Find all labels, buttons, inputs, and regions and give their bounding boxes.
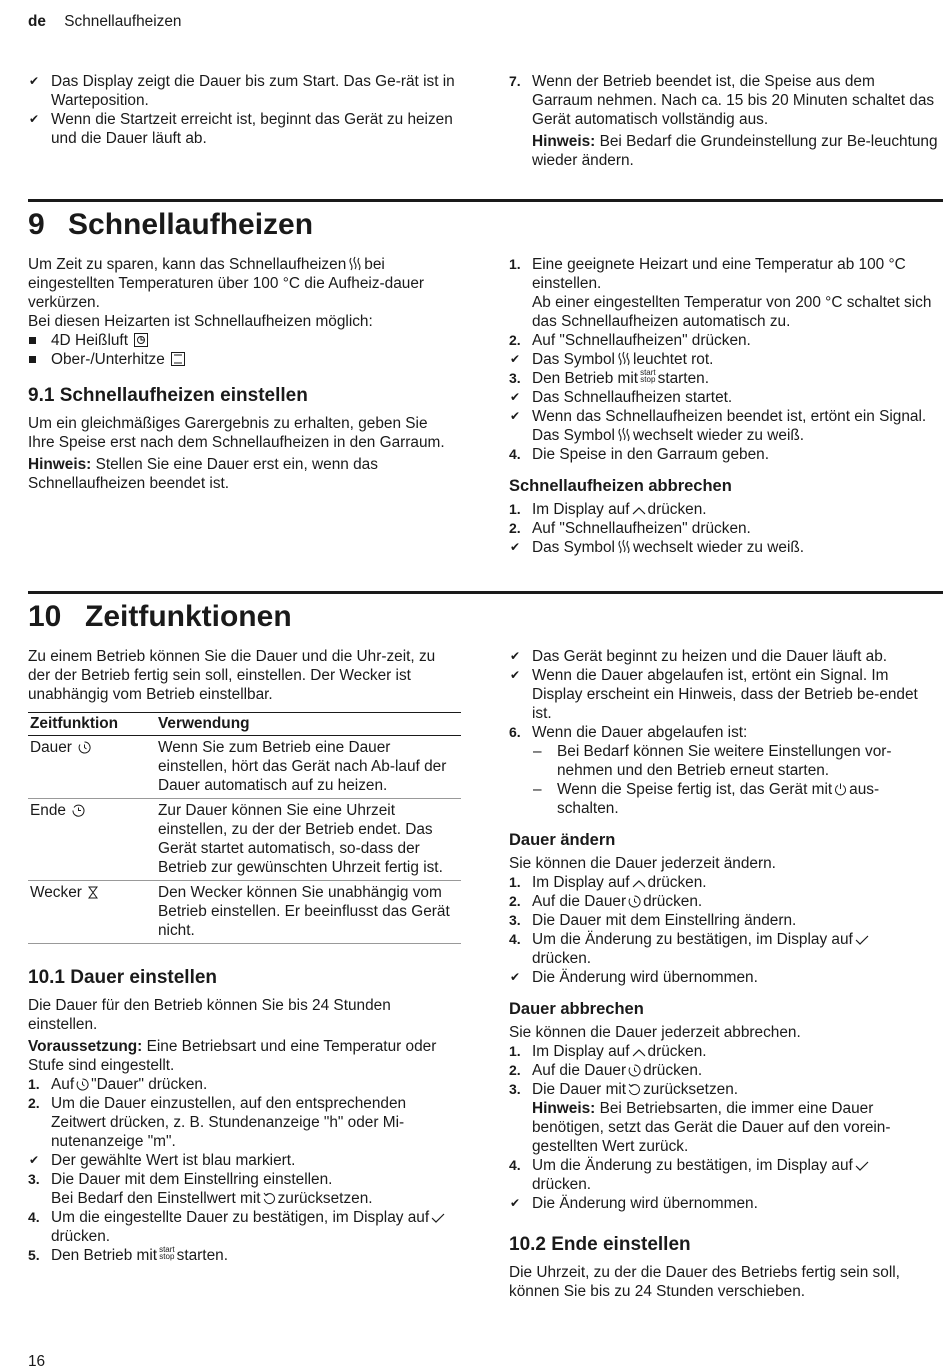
duration-icon: [78, 741, 91, 754]
change-duration-heading: Dauer ändern: [509, 831, 616, 849]
reset-icon: [263, 1192, 276, 1205]
possible-text: Bei diesen Heizarten ist Schnellaufheizen möglich:: [28, 313, 373, 330]
dash-item: – Wenn die Speise fertig ist, das Gerät mit aus-schalten.: [509, 780, 939, 818]
section-divider: [28, 199, 943, 202]
abort-heading: Schnellaufheizen abbrechen: [509, 477, 732, 495]
checkmark-icon: [855, 1161, 869, 1172]
step-number: 7.: [509, 73, 521, 89]
table-row: [28, 799, 461, 881]
result-item: ✔ Die Änderung wird übernommen.: [509, 968, 939, 987]
list-item: ✔ Wenn die Startzeit erreicht ist, beginnt das Gerät zu heizen und die Dauer läuft ab.: [28, 110, 458, 148]
step: 3. Die Dauer mit dem Einstellring ändern.: [509, 912, 797, 929]
subsection-text: Um ein gleichmäßiges Garergebnis zu erhalten, geben Sie Ihre Speise erst nach dem Schnellaufheizen in den Garraum.: [28, 415, 445, 451]
section-title: Schnellaufheizen: [68, 208, 314, 241]
checkmark-icon: [431, 1213, 445, 1224]
table-cell: Wenn Sie zum Betrieb eine Dauer einstellen, hört das Gerät nach Ab-lauf der Dauer automatisch auf zu heizen.: [158, 736, 461, 799]
step-text: Wenn der Betrieb beendet ist, die Speise aus dem Garraum nehmen. Nach ca. 15 bis 20 Minuten schaltet das Gerät automatisch vollständig aus.: [532, 73, 935, 128]
start-stop-icon: start stop: [640, 368, 656, 384]
step: 4. Die Speise in den Garraum geben.: [509, 446, 769, 463]
subsection-10-1-heading: 10.1 Dauer einstellen: [28, 967, 218, 988]
section-9-heading: [28, 207, 313, 243]
step: 5. Den Betrieb mit start stop starten.: [28, 1245, 228, 1264]
step: 6. Wenn die Dauer abgelaufen ist:: [509, 724, 748, 741]
note-text: Bei Bedarf die Grundeinstellung zur Be-leuchtung wieder ändern.: [532, 133, 938, 169]
requirement: Voraussetzung: Eine Betriebsart und eine Temperatur oder Stufe sind eingestellt.: [28, 1038, 437, 1074]
note: Hinweis: Stellen Sie eine Dauer erst ein, wenn das Schnellaufheizen beendet ist.: [28, 456, 378, 492]
result-item: ✔ Das Symbol leuchtet rot.: [509, 350, 939, 369]
section-title: Zeitfunktionen: [85, 600, 292, 633]
section-number: 10: [28, 600, 62, 633]
section-9-right: [509, 255, 939, 557]
header-title: Schnellaufheizen: [64, 13, 182, 30]
chevron-up-icon: [632, 506, 646, 516]
table-cell: Zur Dauer können Sie eine Uhrzeit einstellen, zu der der Betrieb endet. Das Gerät startet automatisch, so-dass der Betrieb zur gewünschten Uhrzeit fertig ist.: [158, 799, 461, 881]
step: 1. Im Display auf drücken.: [509, 501, 707, 518]
power-icon: [834, 783, 847, 796]
note-label: Hinweis:: [532, 133, 596, 150]
section-10-left: [28, 647, 461, 1265]
rapid-heat-icon: [348, 256, 362, 271]
list-item: ✔ Das Display zeigt die Dauer bis zum Start. Das Ge-rät ist in Warteposition.: [28, 72, 458, 110]
duration-icon: [76, 1078, 89, 1091]
step: 2. Auf "Schnellaufheizen" drücken.: [509, 332, 751, 349]
table-cell: Wecker: [28, 881, 158, 944]
result-item: ✔ Der gewählte Wert ist blau markiert.: [28, 1151, 461, 1170]
step: 4. Um die eingestellte Dauer zu bestätigen, im Display aufdrücken.: [28, 1208, 461, 1246]
result-item: ✔ Die Änderung wird übernommen.: [509, 1194, 939, 1213]
table-cell: Dauer: [28, 736, 158, 799]
cancel-duration-heading: Dauer abbrechen: [509, 1000, 644, 1018]
section-9-left: [28, 255, 458, 493]
step: 2. Um die Dauer einzustellen, auf den entsprechenden Zeitwert drücken, z. B. Stundenanzeige "h" oder Mi-nutenanzeige "m".: [28, 1095, 407, 1150]
header-lang: de: [28, 13, 46, 30]
end-time-icon: [72, 804, 85, 817]
table-header: Zeitfunktion: [28, 713, 158, 736]
top-left-continuation: [28, 72, 458, 148]
intro-text: Um Zeit zu sparen, kann das Schnellaufheizen bei eingestellten Temperaturen über 100 °C die Aufheiz-dauer verkürzen.: [28, 256, 425, 311]
step-7: [509, 72, 939, 129]
time-functions-table: [28, 712, 461, 944]
result-item: ✔ Wenn das Schnellaufheizen beendet ist, ertönt ein Signal. Das Symbol wechselt wieder zu weiß.: [509, 407, 939, 445]
note: Hinweis: Bei Betriebsarten, die immer eine Dauer benötigen, setzt das Gerät die Dauer auf den vorein-gestellten Wert zurück.: [532, 1100, 891, 1155]
step: 4. Um die Änderung zu bestätigen, im Display auf drücken.: [509, 930, 939, 968]
table-header-row: [28, 713, 461, 736]
result-item: ✔ Das Schnellaufheizen startet.: [509, 388, 939, 407]
duration-icon: [628, 1064, 641, 1077]
chevron-up-icon: [632, 1048, 646, 1058]
rapid-heat-icon: [617, 351, 631, 366]
section-10-right: [509, 647, 939, 1301]
step: 1. Im Display auf drücken.: [509, 1043, 707, 1060]
step: 3. Den Betrieb mit start stop starten.: [509, 368, 709, 387]
step: 3. Die Dauer mit zurücksetzen.: [509, 1081, 739, 1098]
step: 1. Im Display auf drücken.: [509, 874, 707, 891]
step: 4. Um die Änderung zu bestätigen, im Display auf drücken.: [509, 1156, 939, 1194]
table-row: [28, 881, 461, 944]
section-number: 9: [28, 208, 45, 241]
rapid-heat-icon: [617, 539, 631, 554]
change-text: Sie können die Dauer jederzeit ändern.: [509, 855, 776, 872]
step: 3. Die Dauer mit dem Einstellring einstellen. Bei Bedarf den Einstellwert mit zurücksetzen.: [28, 1171, 373, 1207]
result-item: ✔ Wenn die Dauer abgelaufen ist, ertönt ein Signal. Im Display erscheint ein Hinweis, dass der Betrieb be-endet ist.: [509, 666, 939, 723]
subsection-text: Die Uhrzeit, zu der die Dauer des Betriebs fertig sein soll, können Sie bis zu 24 Stunden verschieben.: [509, 1264, 900, 1300]
checkmark-icon: [855, 935, 869, 946]
table-row: [28, 736, 461, 799]
table-cell: Den Wecker können Sie unabhängig vom Betrieb einstellen. Er beeinflusst das Gerät nicht.: [158, 881, 461, 944]
result-item: ✔ Das Symbol wechselt wieder zu weiß.: [509, 538, 939, 557]
top-bottom-heat-icon: [171, 352, 185, 366]
table-header: Verwendung: [158, 713, 461, 736]
section-divider: [28, 591, 943, 594]
subsection-10-2-heading: 10.2 Ende einstellen: [509, 1234, 691, 1255]
list-item: Ober-/Unterhitze: [28, 350, 458, 369]
page-number: 16: [28, 1353, 46, 1369]
note: [509, 132, 939, 170]
step: 1. Auf "Dauer" drücken.: [28, 1076, 208, 1093]
page-header: [28, 12, 181, 31]
step: 2. Auf "Schnellaufheizen" drücken.: [509, 520, 751, 537]
4d-hot-air-icon: [134, 333, 148, 347]
subsection-9-1-heading: 9.1 Schnellaufheizen einstellen: [28, 385, 308, 406]
chevron-up-icon: [632, 879, 646, 889]
duration-icon: [628, 895, 641, 908]
rapid-heat-icon: [617, 427, 631, 442]
subsection-text: Die Dauer für den Betrieb können Sie bis 24 Stunden einstellen.: [28, 997, 391, 1033]
top-right-continuation: [509, 72, 939, 170]
step: 2. Auf die Dauer drücken.: [509, 1062, 703, 1079]
step: 2. Auf die Dauer drücken.: [509, 893, 703, 910]
table-cell: Ende: [28, 799, 158, 881]
cancel-text: Sie können die Dauer jederzeit abbrechen.: [509, 1024, 801, 1041]
dash-item: – Bei Bedarf können Sie weitere Einstellungen vor-nehmen und den Betrieb erneut starten.: [509, 742, 939, 780]
intro-text: Zu einem Betrieb können Sie die Dauer und die Uhr-zeit, zu der der Betrieb fertig sein soll, einstellen. Der Wecker ist unabhängig vom Betrieb einstellbar.: [28, 648, 436, 703]
timer-icon: [88, 886, 98, 899]
step: 1. Eine geeignete Heizart und eine Temperatur ab 100 °C einstellen. Ab einer eingestellten Temperatur von 200 °C schaltet sich das Schnellaufheizen automatisch zu.: [509, 256, 932, 330]
list-item: 4D Heißluft: [28, 331, 458, 350]
result-item: ✔ Das Gerät beginnt zu heizen und die Dauer läuft ab.: [509, 647, 939, 666]
section-10-heading: [28, 599, 292, 635]
reset-icon: [628, 1083, 641, 1096]
start-stop-icon: start stop: [159, 1245, 175, 1261]
